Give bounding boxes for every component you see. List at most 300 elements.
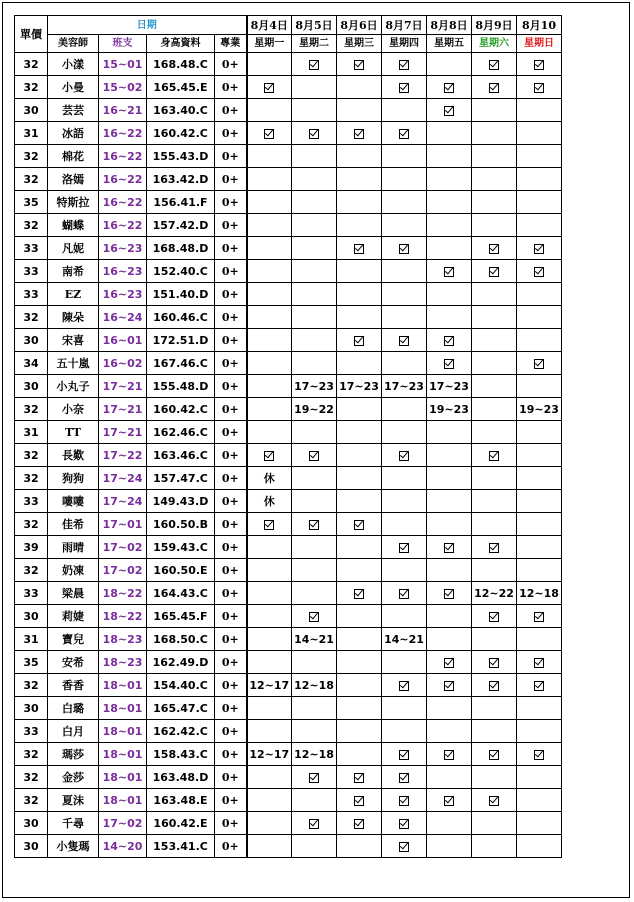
day-cell xyxy=(472,674,517,697)
price-cell: 30 xyxy=(15,99,48,122)
day-cell xyxy=(472,99,517,122)
checkbox-checked-icon xyxy=(534,60,544,70)
checkbox-checked-icon xyxy=(354,589,364,599)
checkbox-checked-icon xyxy=(354,796,364,806)
stylist-name-cell: 芸芸 xyxy=(48,99,99,122)
day-cell xyxy=(247,283,292,306)
day-cell xyxy=(517,99,562,122)
shift-cell: 17~22 xyxy=(99,444,147,467)
price-cell: 33 xyxy=(15,283,48,306)
day-cell xyxy=(247,697,292,720)
checkbox-checked-icon xyxy=(489,681,499,691)
pro-cell: 0+ xyxy=(215,444,247,467)
date-label: 日期 xyxy=(136,20,157,31)
day-cell xyxy=(427,720,472,743)
day-cell xyxy=(337,720,382,743)
price-cell: 31 xyxy=(15,421,48,444)
stylist-header: 美容師 xyxy=(48,35,99,53)
day-cell xyxy=(337,513,382,536)
day-cell xyxy=(382,582,427,605)
day-cell xyxy=(292,76,337,99)
stylist-name-cell: 狗狗 xyxy=(48,467,99,490)
checkbox-checked-icon xyxy=(309,773,319,783)
profile-cell: 152.40.C xyxy=(147,260,215,283)
checkbox-checked-icon xyxy=(444,543,454,553)
shift-cell: 17~02 xyxy=(99,559,147,582)
stylist-name-cell: 小隻瑪 xyxy=(48,835,99,858)
stylist-name-cell: 千尋 xyxy=(48,812,99,835)
day-cell: 12~18 xyxy=(517,582,562,605)
pro-cell: 0+ xyxy=(215,720,247,743)
pro-cell: 0+ xyxy=(215,812,247,835)
checkbox-checked-icon xyxy=(534,658,544,668)
day-cell xyxy=(337,697,382,720)
profile-cell: 155.43.D xyxy=(147,145,215,168)
price-cell: 33 xyxy=(15,490,48,513)
stylist-name-cell: EZ xyxy=(48,283,99,306)
stylist-name-cell: 佳希 xyxy=(48,513,99,536)
day-cell xyxy=(337,421,382,444)
day-cell xyxy=(427,122,472,145)
day-cell xyxy=(337,53,382,76)
checkbox-checked-icon xyxy=(264,129,274,139)
day-cell xyxy=(247,76,292,99)
pro-cell: 0+ xyxy=(215,559,247,582)
day-cell xyxy=(517,812,562,835)
day-cell xyxy=(337,168,382,191)
day-cell xyxy=(427,168,472,191)
table-row xyxy=(15,99,562,122)
day-cell xyxy=(247,605,292,628)
checkbox-checked-icon xyxy=(264,520,274,530)
checkbox-checked-icon xyxy=(489,60,499,70)
day-cell xyxy=(472,651,517,674)
stylist-name-cell: 五十嵐 xyxy=(48,352,99,375)
day-cell xyxy=(382,651,427,674)
price-cell: 32 xyxy=(15,467,48,490)
pro-cell: 0+ xyxy=(215,743,247,766)
price-header: 單價 xyxy=(15,16,48,53)
pro-cell: 0+ xyxy=(215,605,247,628)
day-cell xyxy=(337,444,382,467)
checkbox-checked-icon xyxy=(309,60,319,70)
day-cell xyxy=(382,329,427,352)
table-row xyxy=(15,168,562,191)
checkbox-checked-icon xyxy=(399,796,409,806)
day-cell xyxy=(247,812,292,835)
checkbox-checked-icon xyxy=(354,129,364,139)
day-cell xyxy=(427,812,472,835)
day-cell xyxy=(247,720,292,743)
day-cell xyxy=(427,559,472,582)
checkbox-checked-icon xyxy=(489,543,499,553)
stylist-name-cell: 小曼 xyxy=(48,76,99,99)
day-cell xyxy=(427,605,472,628)
table-row xyxy=(15,628,562,651)
pro-cell: 0+ xyxy=(215,76,247,99)
stylist-name-cell: 嘍嘍 xyxy=(48,490,99,513)
pro-cell: 0+ xyxy=(215,697,247,720)
day-cell xyxy=(382,513,427,536)
table-row xyxy=(15,145,562,168)
day-cell xyxy=(472,743,517,766)
day-cell xyxy=(292,697,337,720)
stylist-name-cell: 棉花 xyxy=(48,145,99,168)
day-cell xyxy=(382,674,427,697)
stylist-name-cell: 白璐 xyxy=(48,697,99,720)
day-cell xyxy=(382,490,427,513)
day-cell xyxy=(517,444,562,467)
day-cell xyxy=(247,789,292,812)
checkbox-checked-icon xyxy=(309,129,319,139)
day-cell xyxy=(472,145,517,168)
date-column-header: 8月6日 xyxy=(337,16,382,35)
table-row xyxy=(15,766,562,789)
checkbox-checked-icon xyxy=(444,267,454,277)
pro-cell: 0+ xyxy=(215,306,247,329)
day-cell xyxy=(247,421,292,444)
shift-cell: 18~01 xyxy=(99,766,147,789)
pro-cell: 0+ xyxy=(215,766,247,789)
stylist-name-cell: 蝴蝶 xyxy=(48,214,99,237)
stylist-name-cell: 特斯拉 xyxy=(48,191,99,214)
day-cell xyxy=(472,398,517,421)
day-cell xyxy=(472,260,517,283)
day-cell xyxy=(382,467,427,490)
weekday-header: 星期日 xyxy=(517,35,562,53)
profile-cell: 162.49.D xyxy=(147,651,215,674)
checkbox-checked-icon xyxy=(534,750,544,760)
day-cell xyxy=(472,306,517,329)
day-cell xyxy=(337,145,382,168)
day-cell xyxy=(337,76,382,99)
profile-cell: 155.48.D xyxy=(147,375,215,398)
day-cell xyxy=(337,99,382,122)
profile-cell: 149.43.D xyxy=(147,490,215,513)
day-cell xyxy=(382,283,427,306)
profile-cell: 151.40.D xyxy=(147,283,215,306)
shift-cell: 16~22 xyxy=(99,145,147,168)
stylist-name-cell: TT xyxy=(48,421,99,444)
day-cell xyxy=(382,421,427,444)
date-column-header: 8月7日 xyxy=(382,16,427,35)
table-row xyxy=(15,605,562,628)
day-cell xyxy=(292,513,337,536)
profile-header: 身高資料 xyxy=(147,35,215,53)
checkbox-checked-icon xyxy=(444,681,454,691)
shift-cell: 14~20 xyxy=(99,835,147,858)
table-row xyxy=(15,559,562,582)
day-cell xyxy=(247,191,292,214)
day-cell xyxy=(427,283,472,306)
day-cell xyxy=(472,191,517,214)
shift-cell: 18~01 xyxy=(99,674,147,697)
day-cell xyxy=(517,628,562,651)
day-cell xyxy=(472,628,517,651)
price-cell: 39 xyxy=(15,536,48,559)
checkbox-checked-icon xyxy=(399,773,409,783)
day-cell xyxy=(472,444,517,467)
pro-cell: 0+ xyxy=(215,99,247,122)
checkbox-checked-icon xyxy=(534,681,544,691)
date-header xyxy=(48,16,247,35)
day-cell xyxy=(427,421,472,444)
weekday-header: 星期二 xyxy=(292,35,337,53)
day-cell xyxy=(292,444,337,467)
weekday-header: 星期三 xyxy=(337,35,382,53)
checkbox-checked-icon xyxy=(399,543,409,553)
pro-cell: 0+ xyxy=(215,674,247,697)
day-cell xyxy=(247,306,292,329)
day-cell xyxy=(292,306,337,329)
shift-cell: 15~01 xyxy=(99,53,147,76)
day-cell xyxy=(382,812,427,835)
day-cell xyxy=(382,835,427,858)
price-cell: 32 xyxy=(15,789,48,812)
day-cell xyxy=(337,490,382,513)
stylist-name-cell: 宋喜 xyxy=(48,329,99,352)
profile-cell: 165.45.E xyxy=(147,76,215,99)
day-cell xyxy=(472,605,517,628)
day-cell xyxy=(292,237,337,260)
day-cell xyxy=(382,191,427,214)
day-cell: 12~17 xyxy=(247,674,292,697)
day-cell xyxy=(382,76,427,99)
checkbox-checked-icon xyxy=(354,60,364,70)
day-cell xyxy=(382,766,427,789)
shift-cell: 18~01 xyxy=(99,720,147,743)
day-cell xyxy=(247,398,292,421)
checkbox-checked-icon xyxy=(354,336,364,346)
day-cell xyxy=(337,467,382,490)
checkbox-checked-icon xyxy=(354,819,364,829)
stylist-name-cell: 梁晨 xyxy=(48,582,99,605)
day-cell xyxy=(427,513,472,536)
day-cell xyxy=(427,237,472,260)
price-cell: 33 xyxy=(15,237,48,260)
day-cell xyxy=(382,99,427,122)
day-cell xyxy=(427,766,472,789)
day-cell xyxy=(472,467,517,490)
day-cell xyxy=(382,559,427,582)
price-cell: 30 xyxy=(15,329,48,352)
day-cell xyxy=(517,191,562,214)
day-cell xyxy=(247,628,292,651)
day-cell xyxy=(337,605,382,628)
profile-cell: 160.42.C xyxy=(147,122,215,145)
table-row xyxy=(15,76,562,99)
day-cell xyxy=(247,559,292,582)
table-row xyxy=(15,260,562,283)
profile-cell: 168.48.D xyxy=(147,237,215,260)
checkbox-checked-icon xyxy=(354,520,364,530)
day-cell xyxy=(517,674,562,697)
day-cell: 12~18 xyxy=(292,743,337,766)
day-cell: 17~23 xyxy=(382,375,427,398)
day-cell xyxy=(472,237,517,260)
weekday-header: 星期六 xyxy=(472,35,517,53)
shift-cell: 18~01 xyxy=(99,743,147,766)
checkbox-checked-icon xyxy=(264,83,274,93)
day-cell xyxy=(427,444,472,467)
checkbox-checked-icon xyxy=(534,244,544,254)
table-row xyxy=(15,697,562,720)
day-cell xyxy=(337,812,382,835)
day-cell xyxy=(427,628,472,651)
stylist-name-cell: 冰語 xyxy=(48,122,99,145)
checkbox-checked-icon xyxy=(354,773,364,783)
checkbox-checked-icon xyxy=(309,520,319,530)
shift-cell: 18~01 xyxy=(99,697,147,720)
checkbox-checked-icon xyxy=(444,336,454,346)
day-cell xyxy=(337,237,382,260)
shift-cell: 16~22 xyxy=(99,214,147,237)
date-column-header: 8月9日 xyxy=(472,16,517,35)
stylist-name-cell: 南希 xyxy=(48,260,99,283)
day-cell xyxy=(292,283,337,306)
day-cell xyxy=(517,76,562,99)
day-cell xyxy=(472,375,517,398)
day-cell xyxy=(517,306,562,329)
day-cell xyxy=(472,352,517,375)
shift-cell: 17~21 xyxy=(99,421,147,444)
day-cell xyxy=(247,582,292,605)
day-cell xyxy=(472,122,517,145)
day-cell xyxy=(472,214,517,237)
day-cell xyxy=(427,467,472,490)
price-cell: 32 xyxy=(15,214,48,237)
day-cell xyxy=(517,835,562,858)
price-cell: 32 xyxy=(15,53,48,76)
price-cell: 33 xyxy=(15,582,48,605)
day-cell xyxy=(382,122,427,145)
checkbox-checked-icon xyxy=(264,451,274,461)
table-row xyxy=(15,490,562,513)
day-cell xyxy=(247,168,292,191)
day-cell xyxy=(382,789,427,812)
shift-cell: 17~21 xyxy=(99,375,147,398)
day-cell xyxy=(292,168,337,191)
day-cell xyxy=(427,99,472,122)
day-cell xyxy=(337,536,382,559)
day-cell xyxy=(427,743,472,766)
table-row xyxy=(15,674,562,697)
day-cell xyxy=(472,168,517,191)
day-cell xyxy=(292,605,337,628)
profile-cell: 153.41.C xyxy=(147,835,215,858)
pro-cell: 0+ xyxy=(215,352,247,375)
day-cell: 12~22 xyxy=(472,582,517,605)
pro-cell: 0+ xyxy=(215,168,247,191)
day-cell xyxy=(427,53,472,76)
day-cell xyxy=(247,651,292,674)
day-cell xyxy=(517,421,562,444)
day-cell: 12~18 xyxy=(292,674,337,697)
table-row xyxy=(15,191,562,214)
day-cell xyxy=(337,398,382,421)
weekday-header: 星期四 xyxy=(382,35,427,53)
pro-cell: 0+ xyxy=(215,260,247,283)
weekday-header: 星期一 xyxy=(247,35,292,53)
day-cell xyxy=(292,651,337,674)
day-cell xyxy=(337,329,382,352)
day-cell xyxy=(382,352,427,375)
table-row xyxy=(15,375,562,398)
day-cell xyxy=(472,835,517,858)
day-cell xyxy=(247,352,292,375)
day-cell xyxy=(247,237,292,260)
day-cell xyxy=(517,743,562,766)
pro-cell: 0+ xyxy=(215,122,247,145)
pro-cell: 0+ xyxy=(215,398,247,421)
day-cell xyxy=(472,536,517,559)
checkbox-checked-icon xyxy=(489,750,499,760)
stylist-name-cell: 莉婕 xyxy=(48,605,99,628)
price-cell: 30 xyxy=(15,835,48,858)
day-cell xyxy=(292,720,337,743)
checkbox-checked-icon xyxy=(399,819,409,829)
checkbox-checked-icon xyxy=(399,60,409,70)
price-cell: 32 xyxy=(15,168,48,191)
day-cell xyxy=(517,260,562,283)
table-row xyxy=(15,444,562,467)
profile-cell: 160.46.C xyxy=(147,306,215,329)
day-cell xyxy=(247,329,292,352)
day-cell xyxy=(337,283,382,306)
day-cell xyxy=(517,329,562,352)
day-cell xyxy=(292,214,337,237)
price-cell: 33 xyxy=(15,720,48,743)
table-row xyxy=(15,835,562,858)
day-cell xyxy=(337,306,382,329)
day-cell xyxy=(247,122,292,145)
table-row xyxy=(15,743,562,766)
shift-cell: 16~22 xyxy=(99,122,147,145)
day-cell xyxy=(292,421,337,444)
shift-cell: 18~01 xyxy=(99,789,147,812)
checkbox-checked-icon xyxy=(444,359,454,369)
day-cell xyxy=(427,329,472,352)
shift-cell: 16~23 xyxy=(99,283,147,306)
profile-cell: 162.46.C xyxy=(147,421,215,444)
profile-cell: 168.50.C xyxy=(147,628,215,651)
day-cell xyxy=(517,536,562,559)
day-cell xyxy=(382,145,427,168)
shift-cell: 16~23 xyxy=(99,237,147,260)
day-cell xyxy=(517,214,562,237)
price-cell: 32 xyxy=(15,766,48,789)
shift-cell: 16~22 xyxy=(99,168,147,191)
stylist-name-cell: 寶兒 xyxy=(48,628,99,651)
stylist-name-cell: 夏沫 xyxy=(48,789,99,812)
day-cell xyxy=(292,122,337,145)
day-cell xyxy=(427,697,472,720)
checkbox-checked-icon xyxy=(534,359,544,369)
day-cell: 17~23 xyxy=(292,375,337,398)
schedule-table xyxy=(14,15,562,858)
stylist-name-cell: 小奈 xyxy=(48,398,99,421)
pro-cell: 0+ xyxy=(215,651,247,674)
pro-cell: 0+ xyxy=(215,329,247,352)
day-cell xyxy=(337,743,382,766)
checkbox-checked-icon xyxy=(444,658,454,668)
day-cell xyxy=(517,145,562,168)
price-cell: 32 xyxy=(15,76,48,99)
stylist-name-cell: 雨晴 xyxy=(48,536,99,559)
price-cell: 32 xyxy=(15,145,48,168)
day-cell xyxy=(382,214,427,237)
day-cell xyxy=(517,789,562,812)
